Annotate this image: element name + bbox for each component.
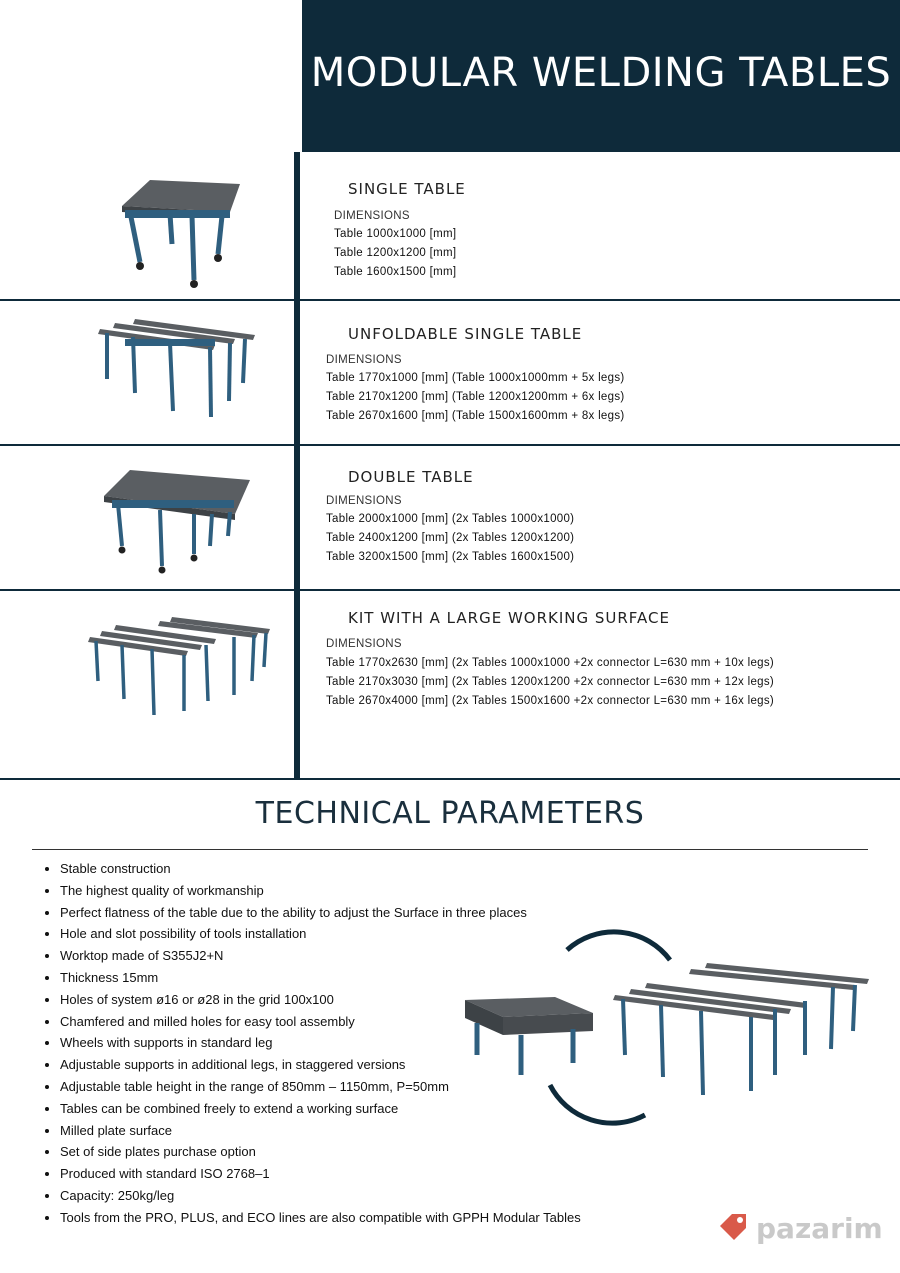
watermark-text: pazarim <box>756 1212 883 1245</box>
technical-parameter-item: • Worktop made of S355J2+N <box>60 945 590 967</box>
technical-parameter-item: • Thickness 15mm <box>60 967 590 989</box>
product-row-unfoldable <box>0 301 900 444</box>
technical-parameter-item: • Tables can be combined freely to extend a working surface <box>60 1098 590 1120</box>
product-title: SINGLE TABLE <box>348 180 466 198</box>
kit-table-image <box>88 615 273 725</box>
technical-parameter-item: • Adjustable supports in additional legs, in staggered versions <box>60 1054 590 1076</box>
product-row-double <box>0 446 900 589</box>
dimension-line: Table 2670x1600 [mm] (Table 1500x1600mm + 8x legs) <box>326 410 625 422</box>
double-table-image <box>100 466 260 576</box>
dimensions-label: DIMENSIONS <box>334 210 410 222</box>
unfoldable-table-image <box>95 317 260 427</box>
page-title: MODULAR WELDING TABLES <box>310 50 892 96</box>
technical-parameter-item: • Stable construction <box>60 858 590 880</box>
technical-parameter-item: • Holes of system ø16 or ø28 in the grid 100x100 <box>60 989 590 1011</box>
dimensions-label: DIMENSIONS <box>326 354 402 366</box>
dimension-line: Table 1000x1000 [mm] <box>334 228 457 240</box>
technical-parameter-item: • Produced with standard ISO 2768–1 <box>60 1163 590 1185</box>
technical-parameter-item: • Capacity: 250kg/leg <box>60 1185 590 1207</box>
technical-parameter-item: • The highest quality of workmanship <box>60 880 590 902</box>
tag-icon <box>716 1210 750 1244</box>
product-title: UNFOLDABLE SINGLE TABLE <box>348 325 583 343</box>
product-row-kit <box>0 591 900 778</box>
header-banner <box>302 0 900 152</box>
technical-parameter-item: • Hole and slot possibility of tools installation <box>60 923 590 945</box>
dimension-line: Table 2170x3030 [mm] (2x Tables 1200x1200 +2x connector L=630 mm + 12x legs) <box>326 676 775 688</box>
technical-parameter-item: • Tools from the PRO, PLUS, and ECO lines are also compatible with GPPH Modular Tables <box>60 1207 590 1229</box>
dimension-line: Table 1200x1200 [mm] <box>334 247 457 259</box>
technical-parameter-item: • Wheels with supports in standard leg <box>60 1032 590 1054</box>
dimension-line: Table 1600x1500 [mm] <box>334 266 457 278</box>
single-table-image <box>110 174 260 289</box>
technical-parameter-item: • Adjustable table height in the range of 850mm – 1150mm, P=50mm <box>60 1076 590 1098</box>
technical-parameter-item: • Chamfered and milled holes for easy tool assembly <box>60 1011 590 1033</box>
dimension-line: Table 2400x1200 [mm] (2x Tables 1200x1200) <box>326 532 575 544</box>
dimension-line: Table 1770x2630 [mm] (2x Tables 1000x1000 +2x connector L=630 mm + 10x legs) <box>326 657 775 669</box>
row-divider <box>0 778 900 780</box>
technical-parameter-item: • Milled plate surface <box>60 1120 590 1142</box>
pazarim-watermark <box>716 1210 886 1250</box>
dimension-line: Table 3200x1500 [mm] (2x Tables 1600x1500) <box>326 551 575 563</box>
product-title: DOUBLE TABLE <box>348 468 474 486</box>
product-title: KIT WITH A LARGE WORKING SURFACE <box>348 609 670 627</box>
technical-parameter-item: • Perfect flatness of the table due to the ability to adjust the Surface in three places <box>60 902 590 924</box>
dimension-line: Table 1770x1000 [mm] (Table 1000x1000mm + 5x legs) <box>326 372 625 384</box>
technical-parameters-title: TECHNICAL PARAMETERS <box>255 796 645 831</box>
dimension-line: Table 2170x1200 [mm] (Table 1200x1200mm + 6x legs) <box>326 391 625 403</box>
technical-parameter-item: • Set of side plates purchase option <box>60 1141 590 1163</box>
tables-photo <box>455 905 875 1135</box>
product-row-single <box>0 152 900 299</box>
dimensions-label: DIMENSIONS <box>326 495 402 507</box>
dimension-line: Table 2000x1000 [mm] (2x Tables 1000x1000) <box>326 513 575 525</box>
section-rule <box>32 849 868 850</box>
dimensions-label: DIMENSIONS <box>326 638 402 650</box>
dimension-line: Table 2670x4000 [mm] (2x Tables 1500x1600 +2x connector L=630 mm + 16x legs) <box>326 695 775 707</box>
